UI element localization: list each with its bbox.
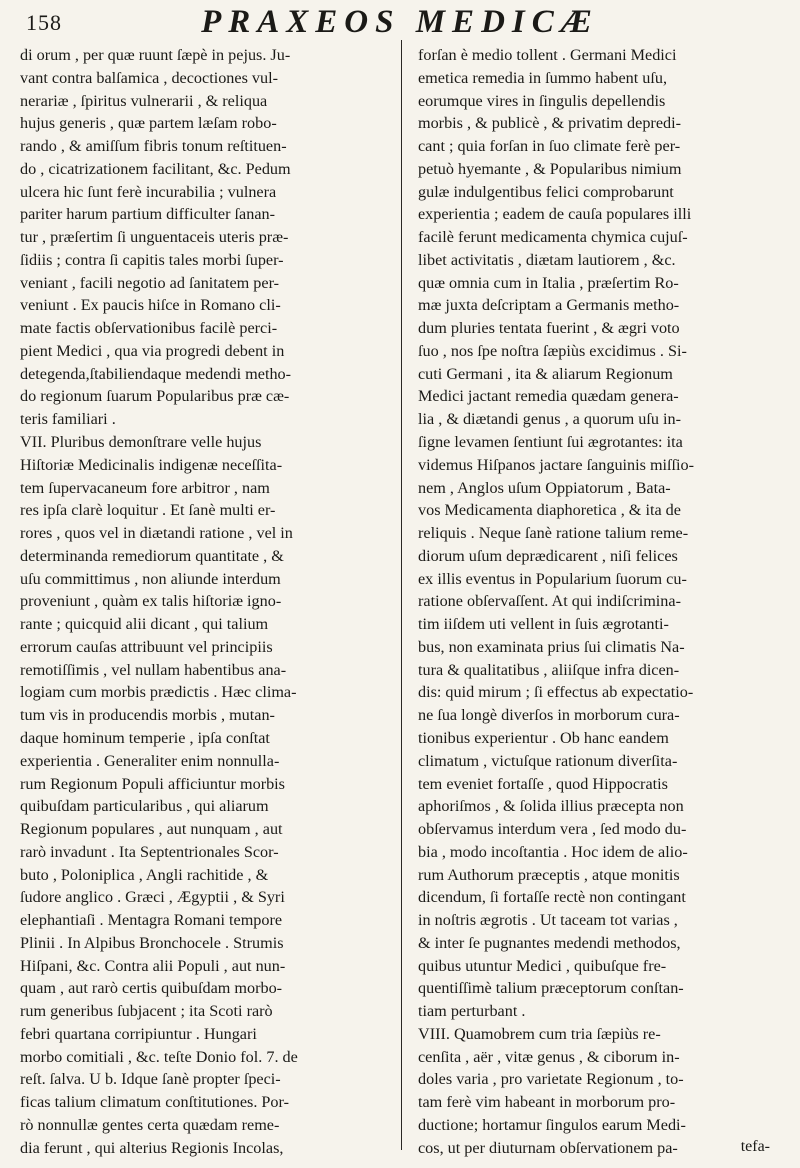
text-line: buto , Poloniplica , Angli rachitide , & (20, 865, 269, 884)
text-line: vant contra balſamica , decoctiones vul- (20, 68, 278, 87)
text-line: cant ; quia forſan in ſuo climate ferè per- (418, 137, 681, 156)
text-line: rum Regionum Populi afficiuntur morbis (20, 774, 285, 793)
text-line: quentiſſimè talium præceptorum conſtan- (418, 979, 684, 998)
text-line: dum pluries tentata fuerint , & ægri voto (418, 319, 680, 338)
text-line: eorumque vires in ſingulis depellendis (418, 91, 666, 110)
text-line: veniant , facili negotio ad ſanitatem per- (20, 273, 280, 292)
text-line: ratione obſervaſſent. At qui indiſcrimina- (418, 592, 681, 611)
text-line: morbis , & publicè , & privatim depredi- (418, 114, 681, 133)
text-line: tura & qualitatibus , aliiſque infra dicen- (418, 660, 680, 679)
text-line: febri quartana corripiuntur . Hungari (20, 1024, 257, 1043)
text-line: dicendum, ſi fortaſſe rectè non contingant (418, 888, 686, 907)
page-number: 158 (26, 10, 62, 35)
text-line: ulcera hic ſunt ferè incurabilia ; vulnera (20, 182, 277, 201)
text-line: uſu committimus , non aliunde interdum (20, 569, 281, 588)
text-line: tem eveniet fortaſſe , quod Hippocratis (418, 774, 668, 793)
text-line: tam ferè vim habeant in morborum pro- (418, 1093, 676, 1112)
column-divider (401, 40, 402, 1150)
text-line: aphoriſmos , & ſolida illius præcepta non (418, 797, 684, 816)
text-line: Medici jactant remedia quædam genera- (418, 387, 679, 406)
text-line: reliquis . Neque ſanè ratione talium reme- (418, 524, 689, 543)
text-line: Regionum populares , aut nunquam , aut (20, 820, 283, 839)
text-line: cenſita , aër , vitæ genus , & ciborum in- (418, 1047, 680, 1066)
text-line: daque hominum temperie , ipſa conſtat (20, 728, 270, 747)
text-line: reſt. ſalva. U b. Idque ſanè propter ſpeci- (20, 1070, 281, 1089)
text-line: ſigne levamen ſentiunt ſui ægrotantes: ita (418, 433, 683, 452)
text-line: rores , quos vel in diætandi ratione , vel in (20, 524, 293, 543)
right-text-column (418, 44, 782, 1160)
text-line: proveniunt , quàm ex talis hiſtoriæ igno- (20, 592, 282, 611)
text-line: do regionum ſuarum Popularibus præ cæ- (20, 387, 290, 406)
text-line: quæ omnia cum in Italia , præſertim Ro- (418, 273, 679, 292)
catchword: tefa- (740, 1138, 770, 1155)
text-line: bia , modo incoſtantia . Hoc idem de alio- (418, 842, 688, 861)
text-line: rando , & amiſſum fibris tonum reſtituen- (20, 137, 287, 156)
text-line: cuti Germani , ita & aliarum Regionum (418, 364, 673, 383)
text-line: Plinii . In Alpibus Bronchocele . Strumis (20, 933, 284, 952)
text-line: rante ; quicquid alii dicant , qui talium (20, 615, 269, 634)
text-line: nem , Anglos uſum Oppiatorum , Bata- (418, 478, 671, 497)
text-line: logiam cum morbis prædictis . Hæc clima- (20, 683, 297, 702)
text-line: tem ſupervacaneum fore arbitror , nam (20, 478, 270, 497)
text-line: obſervamus interdum vera , ſed modo du- (418, 820, 687, 839)
text-line: in noſtris ægrotis . Ut taceam tot varias , (418, 911, 678, 930)
text-line: ductione; hortamur ſingulos earum Medi- (418, 1115, 686, 1134)
text-line: petuò hyemante , & Popularibus nimium (418, 159, 682, 178)
text-line: veniunt . Ex paucis hiſce in Romano cli- (20, 296, 281, 315)
text-line: vos Medicamenta diaphoretica , & ita de (418, 501, 681, 520)
text-line: hujus generis , quæ partem læſam robo- (20, 114, 277, 133)
text-line: rò nonnullæ gentes certa quædam reme- (20, 1115, 280, 1134)
page-header (20, 4, 780, 42)
text-line: VII. Pluribus demonſtrare velle hujus (20, 433, 262, 452)
text-line: experientia . Generaliter enim nonnulla- (20, 751, 280, 770)
text-line: pariter harum partium difficulter ſanan- (20, 205, 276, 224)
text-line: cos, ut per diuturnam obſervationem pa- (418, 1138, 678, 1157)
text-line: ex illis eventus in Popularium ſuorum cu- (418, 569, 687, 588)
text-line: VIII. Quamobrem cum tria ſæpiùs re- (418, 1024, 661, 1043)
text-line: & inter ſe pugnantes medendi methodos, (418, 933, 681, 952)
text-line: elephantiaſi . Mentagra Romani tempore (20, 911, 283, 930)
text-line: tionibus experientur . Ob hanc eandem (418, 728, 669, 747)
text-line: nerariæ , ſpiritus vulnerarii , & reliqua (20, 91, 268, 110)
text-line: videmus Hiſpanos jactare ſanguinis miſſio- (418, 455, 695, 474)
text-line: quibuſdam particularibus , qui aliarum (20, 797, 269, 816)
left-text-column (20, 44, 384, 1160)
text-line: tim iiſdem uti vellent in ſuis ægrotanti- (418, 615, 669, 634)
text-line: rum generibus ſubjacent ; ita Scoti rarò (20, 1002, 273, 1021)
text-line: facilè ferunt medicamenta chymica cujuſ- (418, 228, 688, 247)
text-line: ficas talium climatum conſtitutiones. Por- (20, 1093, 289, 1112)
text-line: dia ferunt , qui alterius Regionis Incolas, (20, 1138, 284, 1157)
text-line: Hiſtoriæ Medicinalis indigenæ neceſſita- (20, 455, 283, 474)
text-line: ſidiis ; contra ſi capitis tales morbi ſuper- (20, 250, 284, 269)
text-line: mæ juxta deſcriptam a Germanis metho- (418, 296, 680, 315)
text-line: quibus utuntur Medici , quibuſque fre- (418, 956, 667, 975)
text-line: rum Authorum præceptis , atque monitis (418, 865, 680, 884)
text-line: experientia ; eadem de cauſa populares illi (418, 205, 692, 224)
text-line: dis: quid mirum ; ſi effectus ab expectatio- (418, 683, 694, 702)
text-line: doles varia , pro varietate Regionum , to- (418, 1070, 684, 1089)
text-line: determinanda remediorum quantitate , & (20, 546, 284, 565)
text-line: ſudore anglico . Græci , Ægyptii , & Syri (20, 888, 285, 907)
text-line: do , cicatrizationem facilitant, &c. Pedum (20, 159, 291, 178)
text-line: di orum , per quæ ruunt ſæpè in pejus. Ju- (20, 46, 291, 64)
text-line: forſan è medio tollent . Germani Medici (418, 46, 677, 64)
text-line: bus, non examinata prius ſui climatis Na- (418, 637, 685, 656)
text-line: emetica remedia in ſummo habent uſu, (418, 68, 668, 87)
text-line: errorum cauſas attribuunt vel principiis (20, 637, 273, 656)
text-line: pient Medici , qua via progredi debent in (20, 341, 285, 360)
text-line: remotiſſimis , vel nullam habentibus ana- (20, 660, 287, 679)
text-line: mate factis obſervationibus facilè perci- (20, 319, 278, 338)
text-line: tiam perturbant . (418, 1002, 526, 1021)
text-line: Hiſpani, &c. Contra alii Populi , aut nun- (20, 956, 286, 975)
text-line: morbo comitiali , &c. teſte Donio fol. 7. de (20, 1047, 298, 1066)
text-line: climatum , victuſque rationum diverſita- (418, 751, 678, 770)
text-line: tur , præſertim ſi unguentaceis uteris præ- (20, 228, 289, 247)
text-line: detegenda,ſtabiliendaque medendi metho- (20, 364, 292, 383)
text-line: gulæ indulgentibus felici comprobarunt (418, 182, 674, 201)
text-line: teris familiari . (20, 410, 116, 429)
text-line: ſuo , nos ſpe noſtra ſæpiùs excidimus . Si- (418, 341, 687, 360)
text-line: res ipſa clarè loquitur . Et ſanè multi er- (20, 501, 276, 520)
text-line: libet activitatis , diætam lautiorem , &c. (418, 250, 676, 269)
text-line: ne ſua longè diverſos in morborum cura- (418, 706, 680, 725)
text-line: quam , aut rarò certis quibuſdam morbo- (20, 979, 283, 998)
text-line: tum vis in producendis morbis , mutan- (20, 706, 275, 725)
text-line: rarò invadunt . Ita Septentrionales Scor- (20, 842, 279, 861)
text-line: diorum uſum deprædicarent , niſi felices (418, 546, 678, 565)
text-line: lia , & diætandi genus , a quorum uſu in- (418, 410, 682, 429)
running-head: PRAXEOS MEDICÆ (201, 4, 599, 40)
